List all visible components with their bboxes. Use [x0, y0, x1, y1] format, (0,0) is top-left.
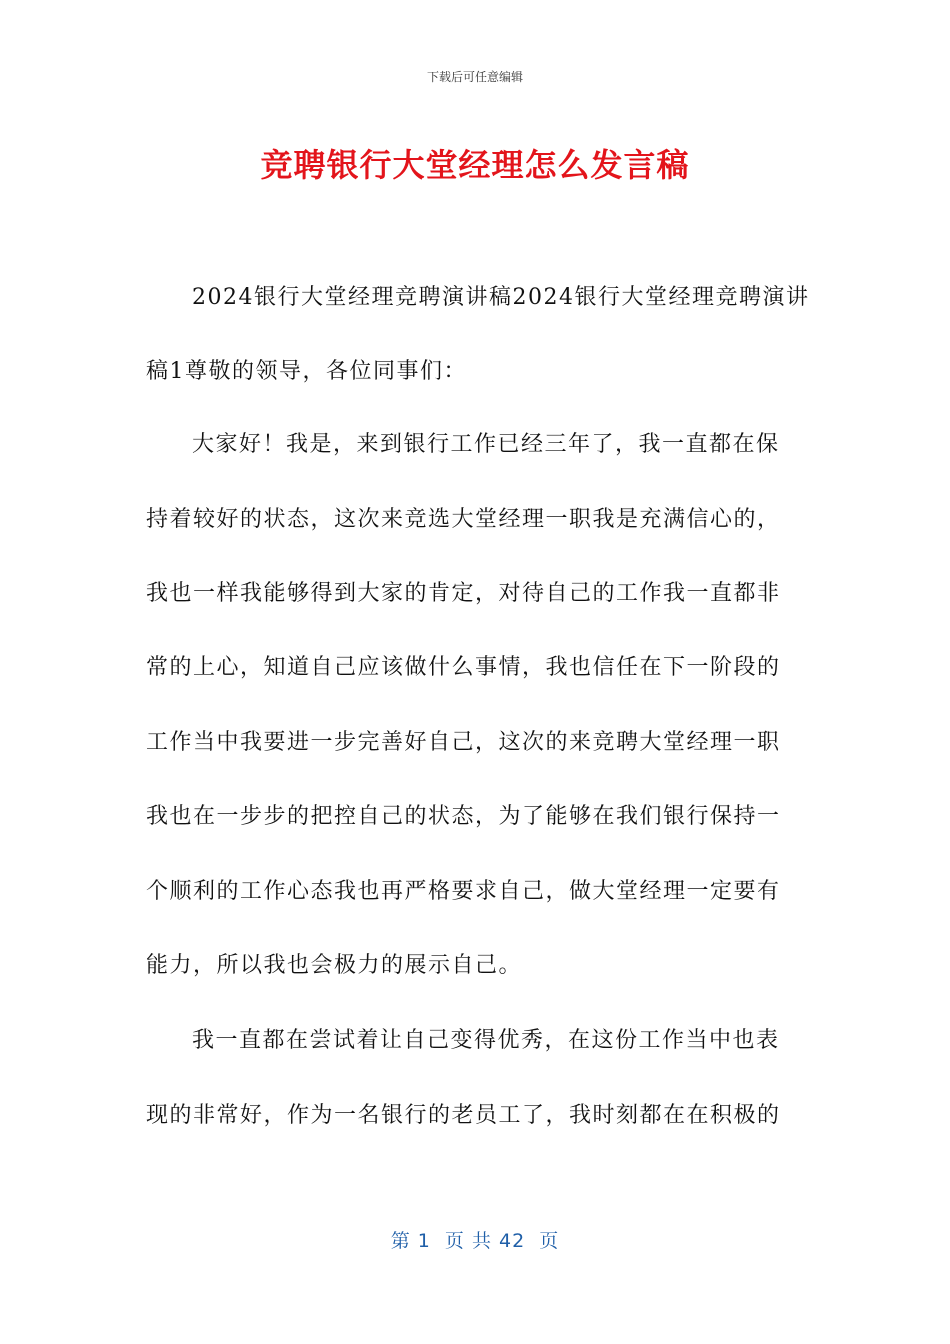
- page-number-label: 第 1 页 共 42 页: [390, 1230, 560, 1252]
- body-line: 我一直都在尝试着让自己变得优秀，在这份工作当中也表: [192, 1028, 780, 1053]
- header-note: 下载后可任意编辑: [426, 70, 523, 84]
- body-line: 我也一样我能够得到大家的肯定，对待自己的工作我一直都非: [146, 581, 781, 606]
- page-number-footer: [0, 1226, 950, 1253]
- body-line: 常的上心，知道自己应该做什么事情，我也信任在下一阶段的: [146, 655, 781, 680]
- body-line: 能力，所以我也会极力的展示自己。: [146, 953, 523, 978]
- body-line: 持着较好的状态，这次来竞选大堂经理一职我是充满信心的，: [146, 507, 781, 532]
- document-title: 竞聘银行大堂经理怎么发言稿: [260, 146, 690, 184]
- body-line: 个顺利的工作心态我也再严格要求自己，做大堂经理一定要有: [146, 879, 781, 904]
- body-line: 现的非常好，作为一名银行的老员工了，我时刻都在在积极的: [146, 1103, 781, 1128]
- body-line: 2024银行大堂经理竞聘演讲稿2024银行大堂经理竞聘演讲: [192, 285, 810, 310]
- body-line: 工作当中我要进一步完善好自己，这次的来竞聘大堂经理一职: [146, 730, 781, 755]
- body-line: 稿1尊敬的领导，各位同事们：: [146, 359, 467, 384]
- body-line: 大家好！我是，来到银行工作已经三年了，我一直都在保: [192, 432, 780, 457]
- body-line: 我也在一步步的把控自己的状态，为了能够在我们银行保持一: [146, 804, 781, 829]
